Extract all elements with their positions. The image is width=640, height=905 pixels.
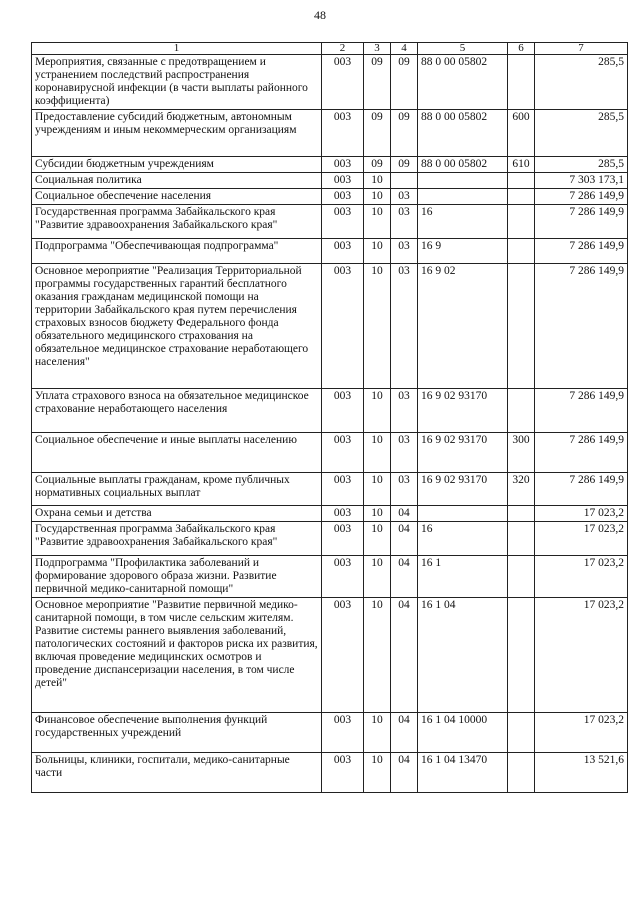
- row-amount-cell: 13 521,6: [535, 753, 628, 793]
- row-expense-type-cell: 600: [508, 110, 535, 157]
- row-amount-cell: 7 286 149,9: [535, 205, 628, 239]
- table-row: [32, 173, 628, 189]
- row-expense-type-cell: [508, 506, 535, 522]
- row-ministry-code-cell: 003: [322, 264, 364, 389]
- table-header-row: [32, 43, 628, 55]
- row-name-cell: Финансовое обеспечение выполнения функций государственных учреждений: [32, 713, 322, 753]
- table-row: [32, 506, 628, 522]
- row-name-cell: Охрана семьи и детства: [32, 506, 322, 522]
- header-cell: 4: [391, 43, 418, 55]
- row-expense-type-cell: [508, 173, 535, 189]
- row-section-cell: 10: [364, 189, 391, 205]
- row-name-cell: Основное мероприятие "Реализация Территориальной программы государственных гарантий бесплатного оказания гражданам медицинской помощи на территории Забайкальского края путем перечисления страховых взносов бюджету Федерального фонда обязательного медицинского страхования на обязательное медицинское страхование неработающего населения": [32, 264, 322, 389]
- table-row: [32, 264, 628, 389]
- table-row: [32, 556, 628, 598]
- row-subsection-cell: 09: [391, 157, 418, 173]
- row-ministry-code-cell: 003: [322, 506, 364, 522]
- table-row: [32, 189, 628, 205]
- row-name-cell: Социальное обеспечение и иные выплаты населению: [32, 433, 322, 473]
- row-expense-type-cell: [508, 753, 535, 793]
- row-ministry-code-cell: 003: [322, 753, 364, 793]
- row-amount-cell: 7 303 173,1: [535, 173, 628, 189]
- row-subsection-cell: 04: [391, 753, 418, 793]
- budget-table: [31, 42, 628, 793]
- row-expense-type-cell: [508, 205, 535, 239]
- table-row: [32, 473, 628, 506]
- row-expense-type-cell: [508, 598, 535, 713]
- row-target-article-cell: 16: [418, 522, 508, 556]
- table-row: [32, 389, 628, 433]
- row-name-cell: Мероприятия, связанные с предотвращением и устранением последствий распространения коронавирусной инфекции (в части выплаты районного коэффициента): [32, 55, 322, 110]
- row-amount-cell: 7 286 149,9: [535, 239, 628, 264]
- row-expense-type-cell: 320: [508, 473, 535, 506]
- row-name-cell: Предоставление субсидий бюджетным, автономным учреждениям и иным некоммерческим организациям: [32, 110, 322, 157]
- row-subsection-cell: 03: [391, 264, 418, 389]
- row-subsection-cell: 04: [391, 522, 418, 556]
- row-section-cell: 10: [364, 264, 391, 389]
- row-section-cell: 10: [364, 173, 391, 189]
- page-number: 48: [314, 8, 326, 22]
- row-name-cell: Субсидии бюджетным учреждениям: [32, 157, 322, 173]
- row-subsection-cell: 03: [391, 433, 418, 473]
- row-subsection-cell: 03: [391, 189, 418, 205]
- row-name-cell: Подпрограмма "Обеспечивающая подпрограмма": [32, 239, 322, 264]
- row-target-article-cell: [418, 506, 508, 522]
- row-subsection-cell: 09: [391, 110, 418, 157]
- row-expense-type-cell: [508, 556, 535, 598]
- row-section-cell: 10: [364, 205, 391, 239]
- row-amount-cell: 17 023,2: [535, 713, 628, 753]
- row-ministry-code-cell: 003: [322, 473, 364, 506]
- row-expense-type-cell: 300: [508, 433, 535, 473]
- row-expense-type-cell: [508, 713, 535, 753]
- row-ministry-code-cell: 003: [322, 598, 364, 713]
- row-name-cell: Подпрограмма "Профилактика заболеваний и формирование здорового образа жизни. Развитие первичной медико-санитарной помощи": [32, 556, 322, 598]
- header-cell: 1: [32, 43, 322, 55]
- row-name-cell: Больницы, клиники, госпитали, медико-санитарные части: [32, 753, 322, 793]
- row-target-article-cell: 16 9: [418, 239, 508, 264]
- row-ministry-code-cell: 003: [322, 522, 364, 556]
- row-amount-cell: 17 023,2: [535, 522, 628, 556]
- row-amount-cell: 285,5: [535, 157, 628, 173]
- row-subsection-cell: 04: [391, 713, 418, 753]
- row-target-article-cell: [418, 173, 508, 189]
- table-row: [32, 157, 628, 173]
- row-target-article-cell: 16: [418, 205, 508, 239]
- header-cell: 2: [322, 43, 364, 55]
- row-section-cell: 10: [364, 389, 391, 433]
- row-target-article-cell: 16 9 02 93170: [418, 389, 508, 433]
- row-name-cell: Социальная политика: [32, 173, 322, 189]
- table-row: [32, 239, 628, 264]
- row-expense-type-cell: [508, 522, 535, 556]
- row-amount-cell: 7 286 149,9: [535, 433, 628, 473]
- row-section-cell: 10: [364, 556, 391, 598]
- row-target-article-cell: 16 9 02: [418, 264, 508, 389]
- table-row: [32, 522, 628, 556]
- row-ministry-code-cell: 003: [322, 55, 364, 110]
- table-row: [32, 753, 628, 793]
- row-ministry-code-cell: 003: [322, 556, 364, 598]
- row-amount-cell: 7 286 149,9: [535, 264, 628, 389]
- row-target-article-cell: 16 1 04 13470: [418, 753, 508, 793]
- row-amount-cell: 285,5: [535, 110, 628, 157]
- row-subsection-cell: 04: [391, 556, 418, 598]
- row-ministry-code-cell: 003: [322, 205, 364, 239]
- row-target-article-cell: 88 0 00 05802: [418, 55, 508, 110]
- table-row: [32, 713, 628, 753]
- row-amount-cell: 17 023,2: [535, 556, 628, 598]
- row-subsection-cell: 04: [391, 598, 418, 713]
- header-cell: 6: [508, 43, 535, 55]
- row-ministry-code-cell: 003: [322, 713, 364, 753]
- row-name-cell: Уплата страхового взноса на обязательное медицинское страхование неработающего населения: [32, 389, 322, 433]
- row-amount-cell: 285,5: [535, 55, 628, 110]
- header-cell: 3: [364, 43, 391, 55]
- row-expense-type-cell: [508, 55, 535, 110]
- row-target-article-cell: 16 9 02 93170: [418, 473, 508, 506]
- row-section-cell: 10: [364, 433, 391, 473]
- row-name-cell: Государственная программа Забайкальского края "Развитие здравоохранения Забайкальского края": [32, 205, 322, 239]
- row-name-cell: Основное мероприятие "Развитие первичной медико-санитарной помощи, в том числе сельским жителям. Развитие системы раннего выявления заболеваний, патологических состояний и факторов риска их развития, включая проведение медицинских осмотров и проведение диспансеризации населения, в том числе детей": [32, 598, 322, 713]
- row-ministry-code-cell: 003: [322, 189, 364, 205]
- row-section-cell: 10: [364, 506, 391, 522]
- row-amount-cell: 17 023,2: [535, 598, 628, 713]
- row-name-cell: Социальное обеспечение населения: [32, 189, 322, 205]
- row-section-cell: 10: [364, 473, 391, 506]
- row-target-article-cell: 88 0 00 05802: [418, 110, 508, 157]
- row-target-article-cell: 88 0 00 05802: [418, 157, 508, 173]
- row-subsection-cell: 03: [391, 389, 418, 433]
- row-amount-cell: 7 286 149,9: [535, 473, 628, 506]
- row-ministry-code-cell: 003: [322, 157, 364, 173]
- header-cell: 5: [418, 43, 508, 55]
- row-target-article-cell: 16 1 04: [418, 598, 508, 713]
- row-expense-type-cell: [508, 264, 535, 389]
- row-section-cell: 09: [364, 110, 391, 157]
- row-target-article-cell: [418, 189, 508, 205]
- row-section-cell: 10: [364, 753, 391, 793]
- row-amount-cell: 7 286 149,9: [535, 189, 628, 205]
- row-subsection-cell: 09: [391, 55, 418, 110]
- row-subsection-cell: 03: [391, 239, 418, 264]
- row-subsection-cell: 03: [391, 473, 418, 506]
- row-name-cell: Социальные выплаты гражданам, кроме публичных нормативных социальных выплат: [32, 473, 322, 506]
- table-row: [32, 110, 628, 157]
- row-expense-type-cell: 610: [508, 157, 535, 173]
- row-subsection-cell: 03: [391, 205, 418, 239]
- row-section-cell: 10: [364, 713, 391, 753]
- row-section-cell: 10: [364, 239, 391, 264]
- table-row: [32, 433, 628, 473]
- row-target-article-cell: 16 1: [418, 556, 508, 598]
- row-section-cell: 10: [364, 598, 391, 713]
- row-expense-type-cell: [508, 189, 535, 205]
- table-row: [32, 205, 628, 239]
- header-cell: 7: [535, 43, 628, 55]
- row-subsection-cell: 04: [391, 506, 418, 522]
- row-ministry-code-cell: 003: [322, 433, 364, 473]
- row-expense-type-cell: [508, 389, 535, 433]
- row-name-cell: Государственная программа Забайкальского края "Развитие здравоохранения Забайкальского края": [32, 522, 322, 556]
- row-expense-type-cell: [508, 239, 535, 264]
- row-ministry-code-cell: 003: [322, 389, 364, 433]
- row-amount-cell: 17 023,2: [535, 506, 628, 522]
- row-subsection-cell: [391, 173, 418, 189]
- row-section-cell: 09: [364, 55, 391, 110]
- row-ministry-code-cell: 003: [322, 173, 364, 189]
- row-amount-cell: 7 286 149,9: [535, 389, 628, 433]
- row-target-article-cell: 16 1 04 10000: [418, 713, 508, 753]
- row-ministry-code-cell: 003: [322, 239, 364, 264]
- row-section-cell: 10: [364, 522, 391, 556]
- table-row: [32, 598, 628, 713]
- table-row: [32, 55, 628, 110]
- row-section-cell: 09: [364, 157, 391, 173]
- row-ministry-code-cell: 003: [322, 110, 364, 157]
- row-target-article-cell: 16 9 02 93170: [418, 433, 508, 473]
